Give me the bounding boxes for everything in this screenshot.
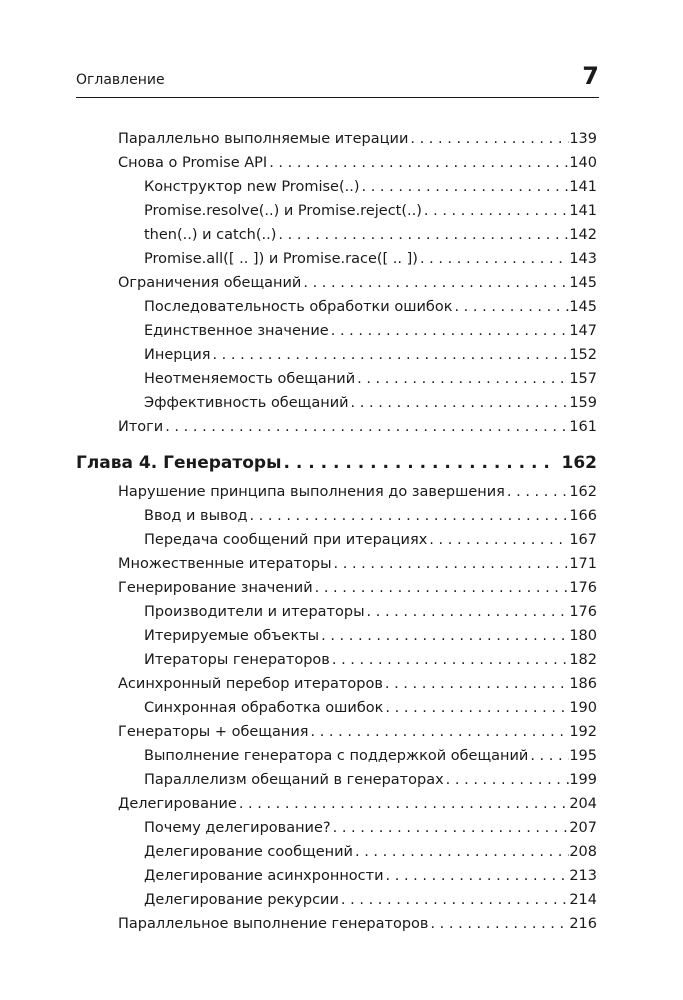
toc-entry-page: 213 [569, 868, 597, 884]
toc-entry [144, 323, 597, 347]
toc-entry [118, 484, 597, 508]
toc-entry [118, 916, 597, 940]
toc-entry-label: Ввод и вывод [144, 508, 248, 524]
toc-entry [118, 131, 597, 155]
dot-leader [301, 275, 569, 291]
toc-entry-page: 145 [569, 275, 597, 291]
toc-entry [118, 796, 597, 820]
toc-entry-label: then(..) и catch(..) [144, 227, 277, 243]
toc-entry-page: 162 [569, 484, 597, 500]
toc-entry-label: Множественные итераторы [118, 556, 332, 572]
dot-leader [444, 772, 570, 788]
toc-entry [144, 227, 597, 251]
toc-entry-label: Неотменяемость обещаний [144, 371, 356, 387]
dot-leader [309, 724, 570, 740]
toc-entry-page: 166 [569, 508, 597, 524]
toc-entry-page: 159 [569, 395, 597, 411]
toc-entry-page: 141 [569, 203, 597, 219]
dot-leader [528, 748, 569, 764]
toc-entry [118, 580, 597, 604]
toc-entry-page: 214 [569, 892, 597, 908]
dot-leader [329, 323, 570, 339]
toc-entry [144, 299, 597, 323]
toc-entry-page: 192 [569, 724, 597, 740]
dot-leader [408, 131, 569, 147]
header-divider [76, 97, 599, 98]
toc-entry [144, 628, 597, 652]
toc-entry-label: Итоги [118, 419, 164, 435]
toc-entry [118, 676, 597, 700]
toc-entry-label: Почему делегирование? [144, 820, 331, 836]
toc-entry-label: Параллельно выполняемые итерации [118, 131, 409, 147]
dot-leader [330, 652, 569, 668]
toc-entry [144, 203, 597, 227]
toc-entry-page: 167 [569, 532, 597, 548]
toc-entry-page: 161 [569, 419, 597, 435]
dot-leader [383, 676, 569, 692]
dot-leader [163, 419, 569, 435]
toc-entry [144, 251, 597, 275]
toc-entry-label: Эффективность обещаний [144, 395, 349, 411]
dot-leader [339, 892, 569, 908]
toc-entry-label: Promise.all([ .. ]) и Promise.race([ .. ]) [144, 251, 418, 267]
toc-entry-page: 171 [569, 556, 597, 572]
dot-leader [247, 508, 569, 524]
toc-entry-page: 207 [569, 820, 597, 836]
toc-entry-label: Передача сообщений при итерациях [144, 532, 428, 548]
dot-leader [276, 227, 569, 243]
toc-entry [144, 179, 597, 203]
toc-entry [144, 820, 597, 844]
toc-entry-page: 182 [569, 652, 597, 668]
toc-entry-page: 157 [569, 371, 597, 387]
toc-entry [144, 604, 597, 628]
page-number: 7 [582, 62, 599, 90]
toc-entry-page: 186 [569, 676, 597, 692]
toc-entry [144, 371, 597, 395]
dot-leader [427, 532, 569, 548]
dot-leader [319, 628, 569, 644]
dot-leader [365, 604, 570, 620]
toc-entry-page: 180 [569, 628, 597, 644]
toc-entry-label: Снова о Promise API [118, 155, 268, 171]
toc-entry-page: 208 [569, 844, 597, 860]
toc-entry-page: 190 [569, 700, 597, 716]
dot-leader [355, 371, 569, 387]
toc-entry-label: Инерция [144, 347, 211, 363]
toc-chapter-label: Глава 4. Генераторы [76, 453, 282, 473]
toc-entry [118, 419, 597, 443]
toc-chapter-page: 162 [561, 453, 597, 473]
toc-entry [144, 532, 597, 556]
dot-leader [384, 868, 570, 884]
toc-entry-label: Параллелизм обещаний в генераторах [144, 772, 444, 788]
toc-entry-page: 140 [569, 155, 597, 171]
toc-entry-label: Генерирование значений [118, 580, 313, 596]
toc-entry-label: Ограничения обещаний [118, 275, 302, 291]
toc-entry-page: 143 [569, 251, 597, 267]
toc-entry-page: 199 [569, 772, 597, 788]
toc-entry-label: Делегирование асинхронности [144, 868, 384, 884]
toc-entry-page: 204 [569, 796, 597, 812]
dot-leader [353, 844, 569, 860]
toc-entry-label: Promise.resolve(..) и Promise.reject(..) [144, 203, 422, 219]
toc-entry [144, 844, 597, 868]
toc-entry [118, 155, 597, 179]
toc-entry-page: 147 [569, 323, 597, 339]
toc-entry [144, 892, 597, 916]
dot-leader [349, 395, 570, 411]
toc-entry-label: Делегирование рекурсии [144, 892, 339, 908]
dot-leader [428, 916, 569, 932]
dot-leader [237, 796, 570, 812]
toc-entry [118, 724, 597, 748]
toc-entry [144, 508, 597, 532]
toc-entry-page: 195 [569, 748, 597, 764]
toc-entry [118, 556, 597, 580]
toc-entry [118, 275, 597, 299]
toc-entry-label: Параллельное выполнение генераторов [118, 916, 429, 932]
dot-leader [267, 155, 569, 171]
toc-entry-page: 139 [569, 131, 597, 147]
toc-entry [144, 748, 597, 772]
toc-entry-label: Итераторы генераторов [144, 652, 330, 668]
toc-entry-label: Нарушение принципа выполнения до завершения [118, 484, 505, 500]
toc-entry [144, 772, 597, 796]
dot-leader [313, 580, 570, 596]
dot-leader [331, 820, 570, 836]
toc-entry-page: 176 [569, 580, 597, 596]
page-header [76, 62, 599, 96]
toc-entry-page: 176 [569, 604, 597, 620]
toc-entry [144, 700, 597, 724]
toc-entry [144, 347, 597, 371]
toc-entry-label: Последовательность обработки ошибок [144, 299, 453, 315]
toc-entry-page: 142 [569, 227, 597, 243]
dot-leader [281, 453, 555, 473]
toc-entry-label: Выполнение генератора с поддержкой обещаний [144, 748, 529, 764]
toc-entry-label: Конструктор new Promise(..) [144, 179, 360, 195]
toc-entry-label: Делегирование сообщений [144, 844, 353, 860]
toc-entry-label: Асинхронный перебор итераторов [118, 676, 383, 692]
toc-entry-label: Делегирование [118, 796, 237, 812]
toc-entry [144, 652, 597, 676]
dot-leader [452, 299, 569, 315]
toc-entry-page: 141 [569, 179, 597, 195]
dot-leader [505, 484, 569, 500]
toc-entry-label: Производители и итераторы [144, 604, 365, 620]
dot-leader [332, 556, 570, 572]
toc-entry [144, 395, 597, 419]
toc-entry-page: 145 [569, 299, 597, 315]
dot-leader [359, 179, 569, 195]
toc-entry-page: 152 [569, 347, 597, 363]
dot-leader [210, 347, 569, 363]
toc-entry-page: 216 [569, 916, 597, 932]
toc-chapter-heading [76, 453, 597, 481]
toc-entry-label: Итерируемые объекты [144, 628, 320, 644]
dot-leader [418, 251, 569, 267]
running-head-title: Оглавление [76, 72, 165, 88]
toc-entry [144, 868, 597, 892]
dot-leader [422, 203, 569, 219]
toc-entry-label: Единственное значение [144, 323, 329, 339]
dot-leader [383, 700, 569, 716]
toc-entry-label: Генераторы + обещания [118, 724, 309, 740]
toc-entry-label: Синхронная обработка ошибок [144, 700, 384, 716]
